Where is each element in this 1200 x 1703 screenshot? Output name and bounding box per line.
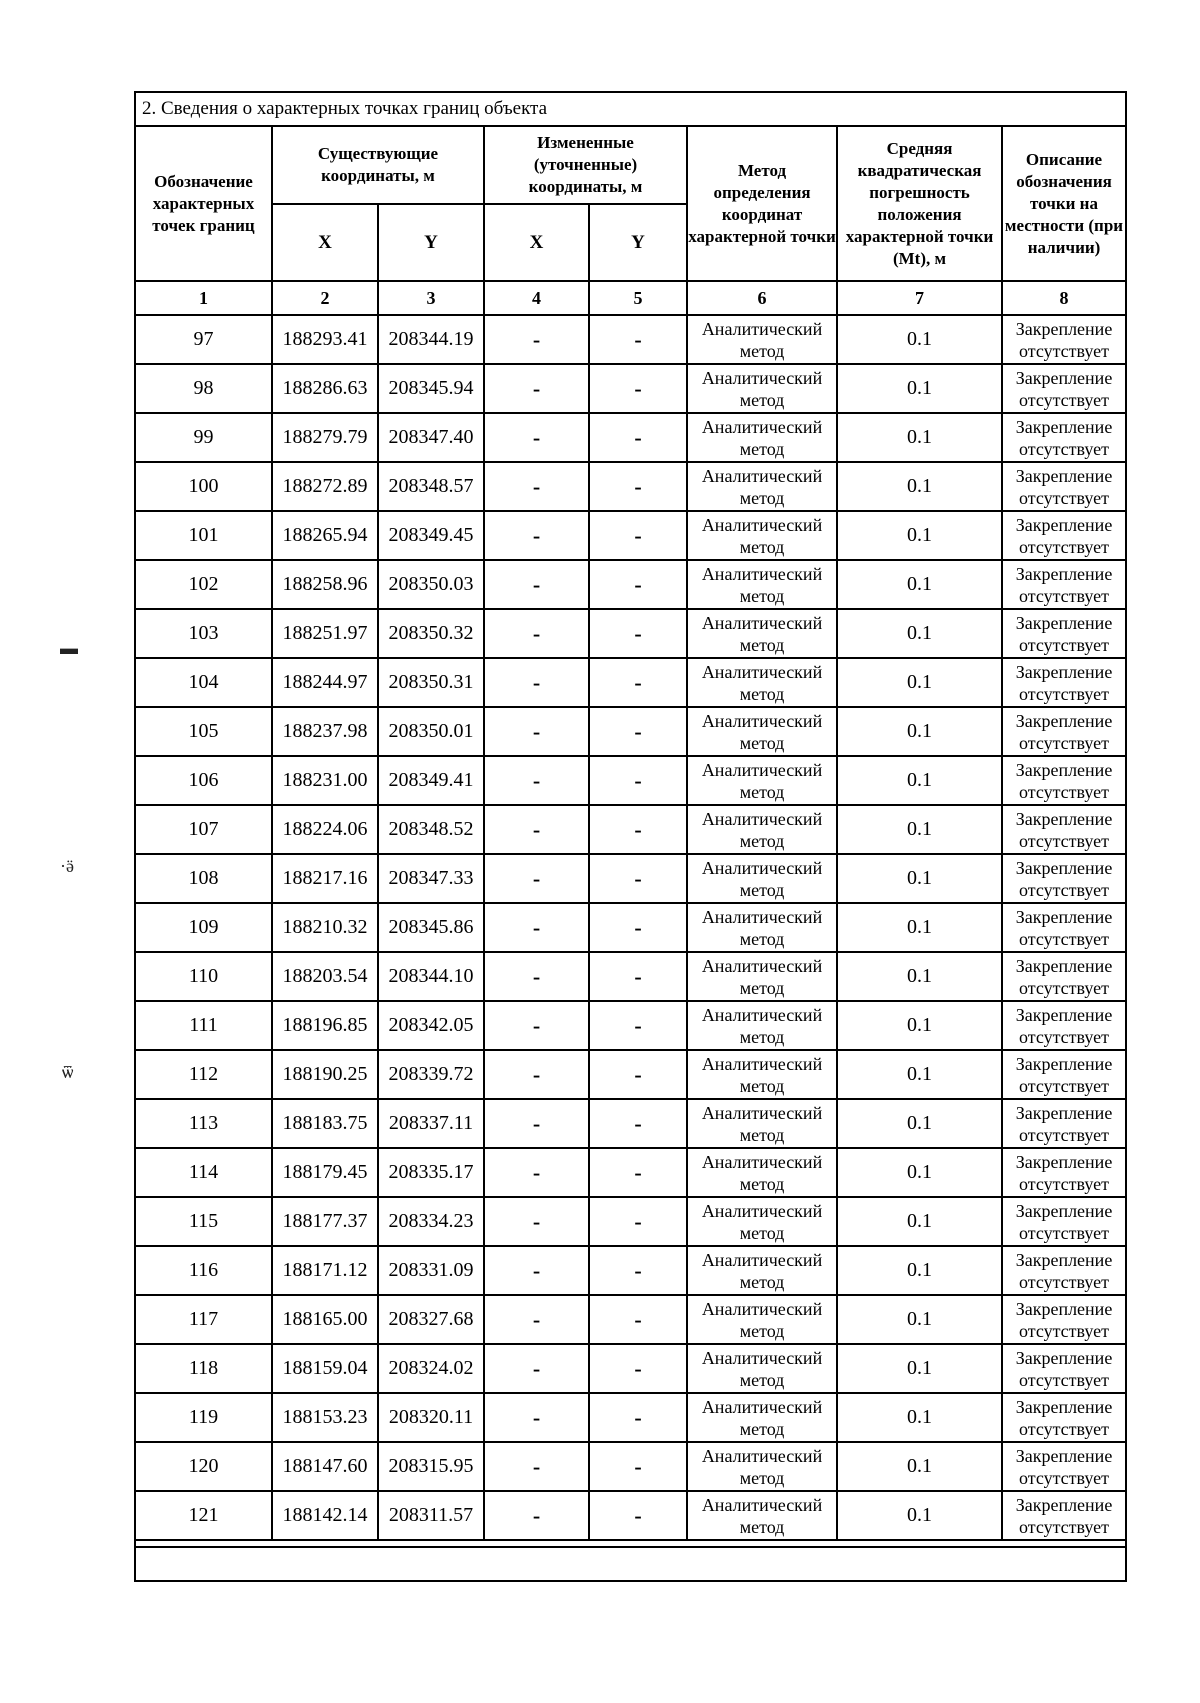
description-cell: Закрепление отсутствует [1002,364,1125,413]
changed-x-cell: - [484,1197,589,1246]
scan-speck: ·ӛ [60,856,74,876]
mean-error-cell: 0.1 [837,903,1002,952]
scan-speck: ▬ [60,638,78,658]
point-id-cell: 111 [136,1001,272,1050]
changed-x-cell: - [484,462,589,511]
column-number: 7 [837,281,1002,315]
existing-x-cell: 188224.06 [272,805,378,854]
existing-y-cell: 208350.32 [378,609,484,658]
point-id-cell: 112 [136,1050,272,1099]
method-cell: Аналитический метод [687,952,837,1001]
description-cell: Закрепление отсутствует [1002,462,1125,511]
method-cell: Аналитический метод [687,707,837,756]
description-cell: Закрепление отсутствует [1002,1491,1125,1540]
point-id-cell: 113 [136,1099,272,1148]
changed-x-cell: - [484,1442,589,1491]
column-number: 6 [687,281,837,315]
description-cell: Закрепление отсутствует [1002,1001,1125,1050]
changed-x-cell: - [484,707,589,756]
method-cell: Аналитический метод [687,1148,837,1197]
existing-y-cell: 208342.05 [378,1001,484,1050]
mean-error-cell: 0.1 [837,315,1002,364]
existing-y-cell: 208345.94 [378,364,484,413]
table-row [136,1246,1125,1295]
changed-x-cell: - [484,805,589,854]
mean-error-cell: 0.1 [837,1491,1002,1540]
column-number: 2 [272,281,378,315]
changed-y-cell: - [589,1246,687,1295]
existing-x-cell: 188217.16 [272,854,378,903]
point-id-cell: 109 [136,903,272,952]
description-cell: Закрепление отсутствует [1002,1393,1125,1442]
point-id-cell: 117 [136,1295,272,1344]
column-number: 3 [378,281,484,315]
existing-x-cell: 188196.85 [272,1001,378,1050]
existing-x-cell: 188210.32 [272,903,378,952]
changed-x-cell: - [484,560,589,609]
existing-y-cell: 208349.41 [378,756,484,805]
existing-y-cell: 208344.19 [378,315,484,364]
existing-y-cell: 208337.11 [378,1099,484,1148]
existing-x-cell: 188272.89 [272,462,378,511]
method-cell: Аналитический метод [687,805,837,854]
existing-x-cell: 188231.00 [272,756,378,805]
table-row [136,1491,1125,1540]
method-cell: Аналитический метод [687,1001,837,1050]
header-changed-coordinates: Измененные (уточненные) координаты, м [484,127,687,204]
existing-x-cell: 188165.00 [272,1295,378,1344]
description-cell: Закрепление отсутствует [1002,413,1125,462]
point-id-cell: 98 [136,364,272,413]
point-id-cell: 100 [136,462,272,511]
method-cell: Аналитический метод [687,1393,837,1442]
method-cell: Аналитический метод [687,1442,837,1491]
header-mean-error: Средняя квадратическая погрешность положения характерной точки (Mt), м [837,127,1002,281]
existing-x-cell: 188251.97 [272,609,378,658]
changed-y-cell: - [589,462,687,511]
table-row [136,511,1125,560]
method-cell: Аналитический метод [687,560,837,609]
table-row [136,609,1125,658]
column-number-row [136,281,1125,315]
changed-y-cell: - [589,805,687,854]
changed-x-cell: - [484,1099,589,1148]
changed-x-cell: - [484,658,589,707]
description-cell: Закрепление отсутствует [1002,1099,1125,1148]
point-id-cell: 107 [136,805,272,854]
existing-y-cell: 208349.45 [378,511,484,560]
changed-y-cell: - [589,1050,687,1099]
existing-x-cell: 188237.98 [272,707,378,756]
existing-x-cell: 188159.04 [272,1344,378,1393]
table-row [136,805,1125,854]
table-row [136,462,1125,511]
column-number: 5 [589,281,687,315]
mean-error-cell: 0.1 [837,805,1002,854]
method-cell: Аналитический метод [687,609,837,658]
mean-error-cell: 0.1 [837,707,1002,756]
description-cell: Закрепление отсутствует [1002,511,1125,560]
point-id-cell: 102 [136,560,272,609]
existing-x-cell: 188177.37 [272,1197,378,1246]
method-cell: Аналитический метод [687,658,837,707]
changed-x-cell: - [484,854,589,903]
header-existing-y: Y [378,204,484,281]
changed-y-cell: - [589,707,687,756]
description-cell: Закрепление отсутствует [1002,315,1125,364]
existing-x-cell: 188265.94 [272,511,378,560]
description-cell: Закрепление отсутствует [1002,1442,1125,1491]
header-existing-coordinates: Существующие координаты, м [272,127,484,204]
changed-y-cell: - [589,756,687,805]
existing-x-cell: 188153.23 [272,1393,378,1442]
existing-x-cell: 188179.45 [272,1148,378,1197]
mean-error-cell: 0.1 [837,511,1002,560]
method-cell: Аналитический метод [687,1344,837,1393]
changed-y-cell: - [589,413,687,462]
changed-x-cell: - [484,511,589,560]
existing-y-cell: 208335.17 [378,1148,484,1197]
existing-y-cell: 208347.33 [378,854,484,903]
changed-x-cell: - [484,756,589,805]
table-footer-band [136,1546,1125,1580]
existing-y-cell: 208344.10 [378,952,484,1001]
mean-error-cell: 0.1 [837,1099,1002,1148]
description-cell: Закрепление отсутствует [1002,1344,1125,1393]
changed-y-cell: - [589,1442,687,1491]
mean-error-cell: 0.1 [837,609,1002,658]
existing-y-cell: 208334.23 [378,1197,484,1246]
description-cell: Закрепление отсутствует [1002,560,1125,609]
mean-error-cell: 0.1 [837,364,1002,413]
description-cell: Закрепление отсутствует [1002,903,1125,952]
method-cell: Аналитический метод [687,413,837,462]
column-number: 1 [136,281,272,315]
mean-error-cell: 0.1 [837,658,1002,707]
method-cell: Аналитический метод [687,1197,837,1246]
mean-error-cell: 0.1 [837,560,1002,609]
header-method: Метод определения координат характерной точки [687,127,837,281]
mean-error-cell: 0.1 [837,1442,1002,1491]
changed-x-cell: - [484,1148,589,1197]
existing-x-cell: 188286.63 [272,364,378,413]
changed-y-cell: - [589,903,687,952]
description-cell: Закрепление отсутствует [1002,952,1125,1001]
method-cell: Аналитический метод [687,462,837,511]
description-cell: Закрепление отсутствует [1002,1197,1125,1246]
method-cell: Аналитический метод [687,511,837,560]
method-cell: Аналитический метод [687,854,837,903]
description-cell: Закрепление отсутствует [1002,707,1125,756]
table-row [136,364,1125,413]
existing-y-cell: 208315.95 [378,1442,484,1491]
table-row [136,854,1125,903]
description-cell: Закрепление отсутствует [1002,854,1125,903]
existing-y-cell: 208350.01 [378,707,484,756]
method-cell: Аналитический метод [687,315,837,364]
existing-y-cell: 208320.11 [378,1393,484,1442]
description-cell: Закрепление отсутствует [1002,658,1125,707]
mean-error-cell: 0.1 [837,1393,1002,1442]
changed-y-cell: - [589,1099,687,1148]
column-number: 8 [1002,281,1125,315]
changed-y-cell: - [589,1197,687,1246]
table-row [136,1295,1125,1344]
point-id-cell: 108 [136,854,272,903]
mean-error-cell: 0.1 [837,1246,1002,1295]
changed-x-cell: - [484,952,589,1001]
mean-error-cell: 0.1 [837,1001,1002,1050]
table-row [136,1393,1125,1442]
existing-y-cell: 208339.72 [378,1050,484,1099]
changed-x-cell: - [484,1344,589,1393]
mean-error-cell: 0.1 [837,1148,1002,1197]
changed-y-cell: - [589,1295,687,1344]
method-cell: Аналитический метод [687,903,837,952]
existing-x-cell: 188293.41 [272,315,378,364]
table-row [136,903,1125,952]
existing-x-cell: 188147.60 [272,1442,378,1491]
existing-y-cell: 208311.57 [378,1491,484,1540]
method-cell: Аналитический метод [687,1295,837,1344]
changed-x-cell: - [484,413,589,462]
existing-x-cell: 188279.79 [272,413,378,462]
mean-error-cell: 0.1 [837,1295,1002,1344]
method-cell: Аналитический метод [687,1491,837,1540]
changed-x-cell: - [484,609,589,658]
existing-y-cell: 208327.68 [378,1295,484,1344]
mean-error-cell: 0.1 [837,1197,1002,1246]
point-id-cell: 119 [136,1393,272,1442]
existing-x-cell: 188244.97 [272,658,378,707]
changed-y-cell: - [589,364,687,413]
method-cell: Аналитический метод [687,1246,837,1295]
changed-y-cell: - [589,560,687,609]
boundary-points-table [136,127,1125,1541]
description-cell: Закрепление отсутствует [1002,609,1125,658]
point-id-cell: 101 [136,511,272,560]
point-id-cell: 99 [136,413,272,462]
changed-y-cell: - [589,315,687,364]
existing-y-cell: 208350.31 [378,658,484,707]
table-row [136,1001,1125,1050]
mean-error-cell: 0.1 [837,413,1002,462]
existing-x-cell: 188183.75 [272,1099,378,1148]
changed-y-cell: - [589,1148,687,1197]
existing-y-cell: 208324.02 [378,1344,484,1393]
changed-y-cell: - [589,1001,687,1050]
description-cell: Закрепление отсутствует [1002,1050,1125,1099]
description-cell: Закрепление отсутствует [1002,1295,1125,1344]
table-row [136,560,1125,609]
description-cell: Закрепление отсутствует [1002,1148,1125,1197]
table-row [136,1344,1125,1393]
point-id-cell: 115 [136,1197,272,1246]
table-row [136,1050,1125,1099]
existing-x-cell: 188190.25 [272,1050,378,1099]
changed-y-cell: - [589,1393,687,1442]
existing-y-cell: 208331.09 [378,1246,484,1295]
existing-x-cell: 188142.14 [272,1491,378,1540]
changed-y-cell: - [589,1491,687,1540]
table-row [136,952,1125,1001]
existing-x-cell: 188171.12 [272,1246,378,1295]
header-point-designation: Обозначение характерных точек границ [136,127,272,281]
header-description: Описание обозначения точки на местности (при наличии) [1002,127,1125,281]
table-row [136,1197,1125,1246]
header-existing-x: X [272,204,378,281]
changed-x-cell: - [484,903,589,952]
point-id-cell: 121 [136,1491,272,1540]
changed-y-cell: - [589,609,687,658]
point-id-cell: 116 [136,1246,272,1295]
existing-x-cell: 188203.54 [272,952,378,1001]
changed-x-cell: - [484,1050,589,1099]
table-row [136,707,1125,756]
existing-y-cell: 208347.40 [378,413,484,462]
description-cell: Закрепление отсутствует [1002,756,1125,805]
existing-y-cell: 208350.03 [378,560,484,609]
changed-y-cell: - [589,511,687,560]
description-cell: Закрепление отсутствует [1002,805,1125,854]
changed-x-cell: - [484,364,589,413]
existing-y-cell: 208345.86 [378,903,484,952]
existing-y-cell: 208348.57 [378,462,484,511]
section-title: 2. Сведения о характерных точках границ объекта [136,93,1125,127]
point-id-cell: 97 [136,315,272,364]
method-cell: Аналитический метод [687,1099,837,1148]
changed-x-cell: - [484,315,589,364]
point-id-cell: 104 [136,658,272,707]
method-cell: Аналитический метод [687,364,837,413]
changed-y-cell: - [589,854,687,903]
point-id-cell: 120 [136,1442,272,1491]
changed-x-cell: - [484,1295,589,1344]
table-row [136,756,1125,805]
document-sheet [134,91,1127,1582]
header-changed-y: Y [589,204,687,281]
method-cell: Аналитический метод [687,1050,837,1099]
scan-speck: ѿ [62,1062,74,1082]
point-id-cell: 105 [136,707,272,756]
table-row [136,1099,1125,1148]
table-row [136,1442,1125,1491]
changed-x-cell: - [484,1246,589,1295]
table-body [136,315,1125,1540]
mean-error-cell: 0.1 [837,1344,1002,1393]
method-cell: Аналитический метод [687,756,837,805]
changed-y-cell: - [589,658,687,707]
point-id-cell: 118 [136,1344,272,1393]
point-id-cell: 106 [136,756,272,805]
mean-error-cell: 0.1 [837,952,1002,1001]
point-id-cell: 103 [136,609,272,658]
existing-x-cell: 188258.96 [272,560,378,609]
table-row [136,1148,1125,1197]
changed-y-cell: - [589,1344,687,1393]
changed-x-cell: - [484,1491,589,1540]
mean-error-cell: 0.1 [837,756,1002,805]
table-row [136,315,1125,364]
changed-y-cell: - [589,952,687,1001]
description-cell: Закрепление отсутствует [1002,1246,1125,1295]
existing-y-cell: 208348.52 [378,805,484,854]
header-changed-x: X [484,204,589,281]
point-id-cell: 114 [136,1148,272,1197]
mean-error-cell: 0.1 [837,462,1002,511]
changed-x-cell: - [484,1393,589,1442]
column-number: 4 [484,281,589,315]
changed-x-cell: - [484,1001,589,1050]
point-id-cell: 110 [136,952,272,1001]
table-row [136,413,1125,462]
mean-error-cell: 0.1 [837,854,1002,903]
table-row [136,658,1125,707]
mean-error-cell: 0.1 [837,1050,1002,1099]
